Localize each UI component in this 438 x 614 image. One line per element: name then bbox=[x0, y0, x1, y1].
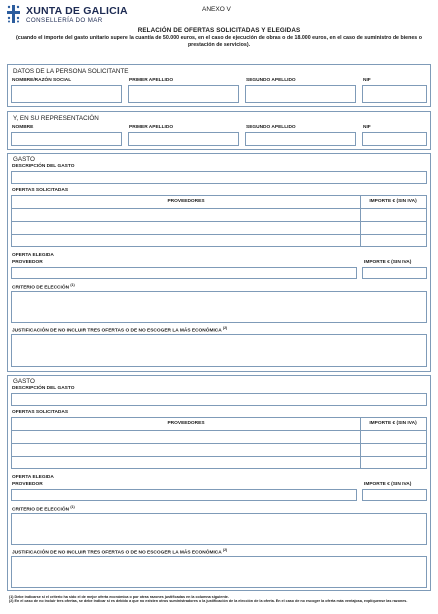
applicant-surname2-label: SEGUNDO APELLIDO bbox=[246, 78, 296, 83]
representative-surname1-field[interactable] bbox=[128, 132, 239, 146]
expense-1-offer-amount-cell[interactable] bbox=[361, 234, 426, 246]
expense-1-provider-field[interactable] bbox=[11, 267, 357, 279]
expense-2-chosen-amount-field[interactable] bbox=[362, 489, 427, 501]
expense-1-providers-header: PROVEEDORES bbox=[167, 199, 205, 204]
expense-2-criterion-label: CRITERIO DE ELECCIÓN $^{(1)}$ bbox=[12, 505, 75, 513]
applicant-nif-label: NIF bbox=[363, 78, 371, 83]
expense-2-description-label: DESCRIPCIÓN DEL GASTO bbox=[12, 386, 75, 391]
expense-2-offer-provider-cell[interactable] bbox=[12, 443, 360, 456]
xunta-cross-emblem-icon bbox=[6, 4, 21, 24]
applicant-section bbox=[7, 64, 431, 107]
expense-2-criterion-field[interactable] bbox=[11, 513, 427, 545]
document-title-block bbox=[0, 27, 438, 48]
representative-section bbox=[7, 111, 431, 150]
document-subtitle: (cuando el importe del gasto unitario supere la cuantía de 50.000 euros, en el caso de ejecución de obras o de 18.000 euros, en el caso de suministro de bienes o prestación de servicios). bbox=[16, 35, 422, 48]
expense-1-justification-field[interactable] bbox=[11, 334, 427, 367]
footnote-2: (2) En el caso de no incluir tres ofertas, se debe indicar si es debido a que no existen otros suministradores o la justificación de la elección de la oferta. En el caso de no escoger la oferta más ventajosa, explíquense las razones. bbox=[9, 599, 408, 604]
expense-1-chosen-amount-label: IMPORTE € (SIN IVA) bbox=[364, 260, 412, 265]
expense-2-offer-amount-cell[interactable] bbox=[361, 430, 426, 443]
expense-2-offers-label: OFERTAS SOLICITADAS bbox=[12, 410, 69, 415]
footnote-1: (1) Debe indicarse si el criterio ha sido el de mejor oferta económica o por otras razones justificadas en la columna siguiente. bbox=[9, 595, 229, 599]
org-department: CONSELLERÍA DO MAR bbox=[26, 17, 103, 24]
expense-2-offer-provider-cell[interactable] bbox=[12, 430, 360, 443]
expense-2-offer-amount-cell[interactable] bbox=[361, 443, 426, 456]
expense-2-chosen-amount-label: IMPORTE € (SIN IVA) bbox=[364, 482, 412, 487]
annex-label: ANEXO V bbox=[202, 6, 231, 13]
expense-2-justification-label: JUSTIFICACIÓN DE NO INCLUIR TRES OFERTAS O DE NO ESCOGER LA MÁS ECONÓMICA $^{(2)}$ bbox=[12, 548, 228, 556]
expense-1-title: GASTO bbox=[13, 156, 35, 163]
applicant-name-field[interactable] bbox=[11, 85, 122, 103]
expense-2-justification-field[interactable] bbox=[11, 556, 427, 588]
expense-2-offers-table bbox=[11, 417, 427, 469]
applicant-nif-field[interactable] bbox=[362, 85, 427, 103]
applicant-section-title: DATOS DE LA PERSONA SOLICITANTE bbox=[13, 68, 129, 75]
expense-section-2 bbox=[7, 375, 431, 591]
representative-surname2-field[interactable] bbox=[245, 132, 356, 146]
applicant-surname2-field[interactable] bbox=[245, 85, 356, 103]
representative-surname1-label: PRIMER APELLIDO bbox=[129, 125, 174, 130]
expense-1-offer-provider-cell[interactable] bbox=[12, 234, 360, 246]
applicant-surname1-label: PRIMER APELLIDO bbox=[129, 78, 174, 83]
expense-2-amount-header: IMPORTE € (SIN IVA) bbox=[369, 421, 417, 426]
expense-1-offers-label: OFERTAS SOLICITADAS bbox=[12, 188, 69, 193]
representative-surname2-label: SEGUNDO APELLIDO bbox=[246, 125, 296, 130]
expense-2-providers-header: PROVEEDORES bbox=[167, 421, 205, 426]
representative-nif-field[interactable] bbox=[362, 132, 427, 146]
expense-1-chosen-amount-field[interactable] bbox=[362, 267, 427, 279]
expense-1-offer-amount-cell[interactable] bbox=[361, 221, 426, 234]
expense-1-description-label: DESCRIPCIÓN DEL GASTO bbox=[12, 164, 75, 169]
page-header bbox=[6, 4, 432, 26]
expense-2-chosen-offer-label: OFERTA ELEGIDA bbox=[12, 475, 54, 480]
expense-1-amount-header: IMPORTE € (SIN IVA) bbox=[369, 199, 417, 204]
expense-1-criterion-field[interactable] bbox=[11, 291, 427, 323]
expense-1-chosen-offer-label: OFERTA ELEGIDA bbox=[12, 253, 54, 258]
applicant-surname1-field[interactable] bbox=[128, 85, 239, 103]
representative-nif-label: NIF bbox=[363, 125, 371, 130]
expense-1-justification-label: JUSTIFICACIÓN DE NO INCLUIR TRES OFERTAS O DE NO ESCOGER LA MÁS ECONÓMICA $^{(2)}$ bbox=[12, 326, 228, 334]
expense-section-1 bbox=[7, 153, 431, 372]
expense-2-description-field[interactable] bbox=[11, 393, 427, 406]
expense-1-provider-label: PROVEEDOR bbox=[12, 260, 43, 265]
representative-name-label: NOMBRE bbox=[12, 125, 34, 130]
expense-1-offer-amount-cell[interactable] bbox=[361, 208, 426, 221]
expense-2-title: GASTO bbox=[13, 378, 35, 385]
representative-name-field[interactable] bbox=[11, 132, 122, 146]
representative-section-title: Y, EN SU REPRESENTACIÓN bbox=[13, 115, 99, 122]
applicant-name-label: NOMBRE/RAZÓN SOCIAL bbox=[12, 78, 72, 83]
org-name: XUNTA DE GALICIA bbox=[26, 5, 128, 17]
expense-1-offer-provider-cell[interactable] bbox=[12, 208, 360, 221]
expense-1-criterion-label: CRITERIO DE ELECCIÓN $^{(1)}$ bbox=[12, 283, 75, 291]
footnotes bbox=[9, 595, 434, 604]
expense-1-description-field[interactable] bbox=[11, 171, 427, 184]
expense-2-offer-provider-cell[interactable] bbox=[12, 456, 360, 468]
expense-1-offers-table bbox=[11, 195, 427, 247]
document-title: RELACIÓN DE OFERTAS SOLICITADAS Y ELEGIDAS bbox=[137, 27, 301, 34]
expense-1-offer-provider-cell[interactable] bbox=[12, 221, 360, 234]
expense-2-offer-amount-cell[interactable] bbox=[361, 456, 426, 468]
expense-2-provider-label: PROVEEDOR bbox=[12, 482, 43, 487]
expense-2-provider-field[interactable] bbox=[11, 489, 357, 501]
